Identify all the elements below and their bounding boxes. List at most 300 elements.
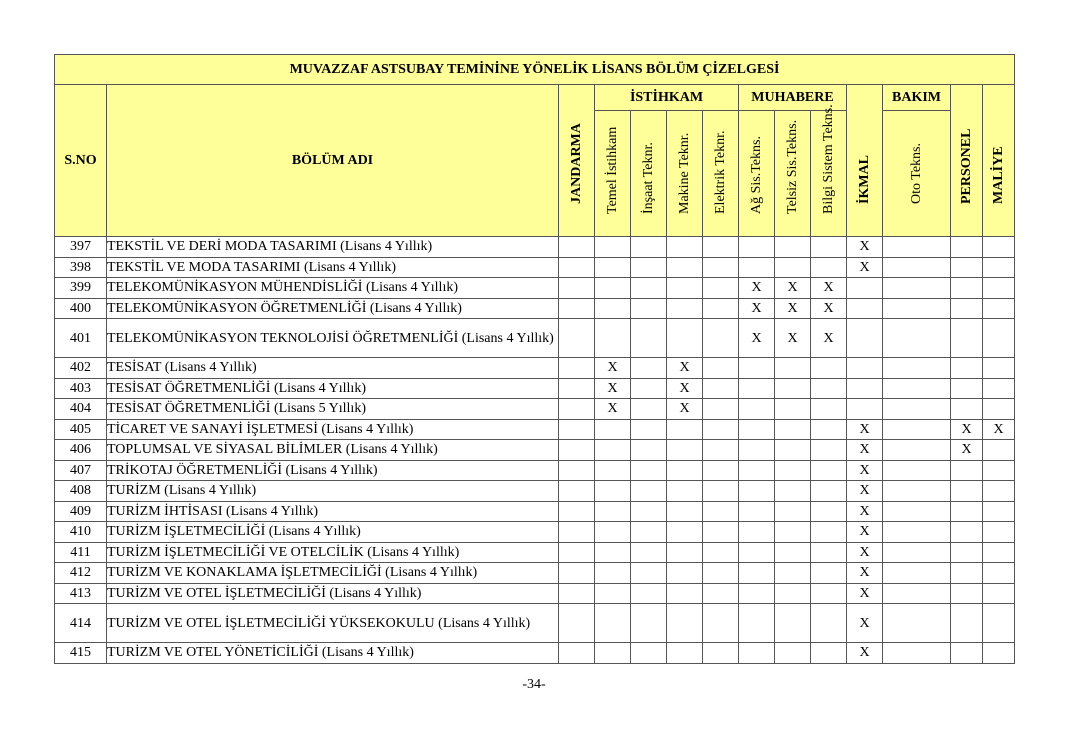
row-number: 404 — [55, 399, 107, 420]
mark-cell — [883, 563, 951, 584]
mark-cell — [983, 298, 1015, 319]
mark-cell: X — [739, 319, 775, 358]
row-number: 412 — [55, 563, 107, 584]
mark-cell — [775, 440, 811, 461]
mark-cell: X — [951, 440, 983, 461]
mark-cell — [951, 460, 983, 481]
mark-cell — [631, 542, 667, 563]
mark-cell — [847, 378, 883, 399]
mark-cell — [703, 257, 739, 278]
mark-cell — [703, 460, 739, 481]
mark-cell — [559, 481, 595, 502]
mark-cell — [595, 643, 631, 664]
table-row — [55, 542, 1015, 563]
row-number: 408 — [55, 481, 107, 502]
mark-cell — [951, 522, 983, 543]
mark-cell — [559, 257, 595, 278]
table-row — [55, 583, 1015, 604]
mark-cell — [703, 522, 739, 543]
mark-cell — [631, 399, 667, 420]
mark-cell — [703, 419, 739, 440]
mark-cell: X — [847, 501, 883, 522]
mark-cell — [775, 583, 811, 604]
mark-cell — [883, 278, 951, 299]
mark-cell — [739, 237, 775, 258]
mark-cell — [883, 460, 951, 481]
department-name: TESİSAT ÖĞRETMENLİĞİ (Lisans 4 Yıllık) — [107, 378, 559, 399]
mark-cell: X — [847, 522, 883, 543]
mark-cell — [667, 522, 703, 543]
table-row — [55, 278, 1015, 299]
department-name: TURİZM İHTİSASI (Lisans 4 Yıllık) — [107, 501, 559, 522]
mark-cell — [775, 643, 811, 664]
mark-cell — [667, 440, 703, 461]
mark-cell — [631, 419, 667, 440]
mark-cell — [983, 257, 1015, 278]
mark-cell — [739, 522, 775, 543]
mark-cell — [559, 358, 595, 379]
mark-cell — [739, 378, 775, 399]
sub-header-ag-sis: Ağ Sis.Tekns. — [739, 111, 775, 237]
personel-header: PERSONEL — [951, 85, 983, 237]
mark-cell — [631, 257, 667, 278]
mark-cell — [983, 378, 1015, 399]
mark-cell — [559, 399, 595, 420]
mark-cell — [559, 298, 595, 319]
mark-cell — [739, 460, 775, 481]
mark-cell — [739, 501, 775, 522]
department-name: TELEKOMÜNİKASYON ÖĞRETMENLİĞİ (Lisans 4 Yıllık) — [107, 298, 559, 319]
mark-cell — [595, 319, 631, 358]
mark-cell — [951, 278, 983, 299]
table-row — [55, 481, 1015, 502]
muhabere-header: MUHABERE — [739, 85, 847, 111]
mark-cell — [631, 358, 667, 379]
mark-cell — [595, 278, 631, 299]
mark-cell — [667, 563, 703, 584]
mark-cell: X — [811, 319, 847, 358]
mark-cell — [883, 298, 951, 319]
department-name: TELEKOMÜNİKASYON TEKNOLOJİSİ ÖĞRETMENLİĞİ (Lisans 4 Yıllık) — [107, 319, 559, 358]
mark-cell: X — [595, 358, 631, 379]
mark-cell — [951, 563, 983, 584]
mark-cell — [951, 237, 983, 258]
mark-cell — [775, 563, 811, 584]
department-name-header: BÖLÜM ADI — [107, 85, 559, 237]
mark-cell — [595, 563, 631, 584]
mark-cell: X — [983, 419, 1015, 440]
mark-cell — [983, 481, 1015, 502]
mark-cell: X — [811, 278, 847, 299]
department-name: TİCARET VE SANAYİ İŞLETMESİ (Lisans 4 Yıllık) — [107, 419, 559, 440]
mark-cell — [983, 542, 1015, 563]
mark-cell — [631, 460, 667, 481]
table-row — [55, 643, 1015, 664]
mark-cell — [739, 563, 775, 584]
mark-cell: X — [595, 378, 631, 399]
mark-cell — [703, 319, 739, 358]
mark-cell — [559, 501, 595, 522]
sub-header-elektrik: Elektrik Teknr. — [703, 111, 739, 237]
mark-cell — [631, 583, 667, 604]
mark-cell — [703, 501, 739, 522]
mark-cell: X — [667, 378, 703, 399]
mark-cell — [847, 319, 883, 358]
mark-cell — [811, 522, 847, 543]
mark-cell — [631, 481, 667, 502]
mark-cell — [951, 643, 983, 664]
mark-cell — [811, 257, 847, 278]
mark-cell — [983, 399, 1015, 420]
mark-cell — [667, 643, 703, 664]
mark-cell: X — [775, 278, 811, 299]
table-body — [55, 237, 1015, 664]
jandarma-header: JANDARMA — [559, 85, 595, 237]
mark-cell — [595, 501, 631, 522]
table-row — [55, 358, 1015, 379]
mark-cell — [739, 399, 775, 420]
istihkam-header: İSTİHKAM — [595, 85, 739, 111]
department-name: TESİSAT ÖĞRETMENLİĞİ (Lisans 5 Yıllık) — [107, 399, 559, 420]
mark-cell: X — [811, 298, 847, 319]
table-row — [55, 440, 1015, 461]
department-name: TRİKOTAJ ÖĞRETMENLİĞİ (Lisans 4 Yıllık) — [107, 460, 559, 481]
mark-cell — [983, 278, 1015, 299]
row-number: 405 — [55, 419, 107, 440]
mark-cell — [983, 460, 1015, 481]
mark-cell — [667, 542, 703, 563]
mark-cell — [775, 542, 811, 563]
sub-header-insaat: İnşaat Teknr. — [631, 111, 667, 237]
mark-cell — [559, 542, 595, 563]
mark-cell — [703, 278, 739, 299]
maliye-header: MALİYE — [983, 85, 1015, 237]
mark-cell — [811, 440, 847, 461]
mark-cell: X — [667, 399, 703, 420]
mark-cell — [703, 440, 739, 461]
department-table — [54, 54, 1015, 664]
mark-cell — [595, 460, 631, 481]
row-number: 413 — [55, 583, 107, 604]
table-row — [55, 501, 1015, 522]
mark-cell — [883, 522, 951, 543]
mark-cell — [703, 604, 739, 643]
row-number: 407 — [55, 460, 107, 481]
mark-cell — [775, 399, 811, 420]
mark-cell — [951, 481, 983, 502]
table-row — [55, 563, 1015, 584]
table-row — [55, 237, 1015, 258]
mark-cell — [559, 643, 595, 664]
mark-cell — [983, 522, 1015, 543]
mark-cell — [951, 378, 983, 399]
table-row — [55, 257, 1015, 278]
sub-header-temel-istihkam: Temel İstihkam — [595, 111, 631, 237]
mark-cell — [811, 399, 847, 420]
mark-cell — [983, 319, 1015, 358]
mark-cell — [951, 399, 983, 420]
mark-cell — [559, 604, 595, 643]
row-number: 401 — [55, 319, 107, 358]
mark-cell — [775, 604, 811, 643]
mark-cell — [951, 298, 983, 319]
mark-cell — [983, 643, 1015, 664]
mark-cell — [703, 643, 739, 664]
mark-cell — [559, 563, 595, 584]
row-number: 397 — [55, 237, 107, 258]
mark-cell — [811, 237, 847, 258]
row-number: 399 — [55, 278, 107, 299]
department-name: TURİZM VE KONAKLAMA İŞLETMECİLİĞİ (Lisans 4 Yıllık) — [107, 563, 559, 584]
sub-header-bilgi-sistem: Bilgi Sistem Tekns. — [811, 111, 847, 237]
mark-cell — [667, 278, 703, 299]
mark-cell — [847, 399, 883, 420]
row-number: 400 — [55, 298, 107, 319]
mark-cell — [595, 522, 631, 543]
mark-cell: X — [847, 419, 883, 440]
mark-cell: X — [847, 604, 883, 643]
table-row — [55, 604, 1015, 643]
mark-cell — [667, 604, 703, 643]
mark-cell — [811, 643, 847, 664]
department-name: TURİZM VE OTEL İŞLETMECİLİĞİ YÜKSEKOKULU (Lisans 4 Yıllık) — [107, 604, 559, 643]
mark-cell — [739, 481, 775, 502]
mark-cell — [983, 237, 1015, 258]
mark-cell — [739, 583, 775, 604]
mark-cell — [739, 604, 775, 643]
department-name: TURİZM (Lisans 4 Yıllık) — [107, 481, 559, 502]
mark-cell — [811, 358, 847, 379]
row-number: 409 — [55, 501, 107, 522]
mark-cell: X — [847, 542, 883, 563]
mark-cell: X — [595, 399, 631, 420]
mark-cell — [667, 501, 703, 522]
mark-cell — [631, 237, 667, 258]
mark-cell — [595, 583, 631, 604]
mark-cell — [883, 440, 951, 461]
row-number: 403 — [55, 378, 107, 399]
mark-cell — [883, 358, 951, 379]
mark-cell — [667, 419, 703, 440]
table-row — [55, 419, 1015, 440]
mark-cell — [703, 378, 739, 399]
sub-header-makine: Makine Teknr. — [667, 111, 703, 237]
mark-cell: X — [667, 358, 703, 379]
row-number: 406 — [55, 440, 107, 461]
mark-cell — [951, 501, 983, 522]
mark-cell — [983, 501, 1015, 522]
mark-cell — [703, 583, 739, 604]
sub-header-telsiz-sis: Telsiz Sis.Tekns. — [775, 111, 811, 237]
mark-cell — [667, 460, 703, 481]
mark-cell — [703, 358, 739, 379]
mark-cell — [667, 319, 703, 358]
mark-cell — [775, 501, 811, 522]
mark-cell — [983, 604, 1015, 643]
mark-cell: X — [847, 643, 883, 664]
mark-cell — [951, 542, 983, 563]
mark-cell — [775, 460, 811, 481]
mark-cell — [667, 257, 703, 278]
mark-cell — [559, 419, 595, 440]
mark-cell: X — [847, 481, 883, 502]
mark-cell — [739, 257, 775, 278]
department-name: TESİSAT (Lisans 4 Yıllık) — [107, 358, 559, 379]
mark-cell — [883, 378, 951, 399]
mark-cell — [595, 237, 631, 258]
bakim-header: BAKIM — [883, 85, 951, 111]
mark-cell — [667, 237, 703, 258]
department-name: TOPLUMSAL VE SİYASAL BİLİMLER (Lisans 4 Yıllık) — [107, 440, 559, 461]
mark-cell: X — [847, 257, 883, 278]
department-name: TURİZM İŞLETMECİLİĞİ VE OTELCİLİK (Lisans 4 Yıllık) — [107, 542, 559, 563]
mark-cell — [983, 583, 1015, 604]
mark-cell — [559, 378, 595, 399]
department-name: TEKSTİL VE DERİ MODA TASARIMI (Lisans 4 Yıllık) — [107, 237, 559, 258]
mark-cell — [703, 542, 739, 563]
mark-cell — [811, 419, 847, 440]
mark-cell: X — [775, 298, 811, 319]
mark-cell — [775, 481, 811, 502]
mark-cell — [951, 319, 983, 358]
mark-cell: X — [775, 319, 811, 358]
mark-cell: X — [951, 419, 983, 440]
mark-cell — [775, 237, 811, 258]
mark-cell — [667, 583, 703, 604]
mark-cell — [775, 257, 811, 278]
mark-cell: X — [847, 460, 883, 481]
mark-cell — [883, 604, 951, 643]
row-number: 402 — [55, 358, 107, 379]
mark-cell — [595, 257, 631, 278]
mark-cell — [631, 440, 667, 461]
table-row — [55, 298, 1015, 319]
mark-cell — [559, 583, 595, 604]
mark-cell — [811, 604, 847, 643]
mark-cell — [559, 237, 595, 258]
mark-cell — [631, 319, 667, 358]
mark-cell — [631, 378, 667, 399]
mark-cell — [883, 583, 951, 604]
mark-cell — [631, 501, 667, 522]
mark-cell — [883, 237, 951, 258]
mark-cell — [847, 278, 883, 299]
mark-cell — [595, 604, 631, 643]
mark-cell — [983, 563, 1015, 584]
mark-cell — [883, 319, 951, 358]
department-name: TEKSTİL VE MODA TASARIMI (Lisans 4 Yıllık) — [107, 257, 559, 278]
mark-cell — [811, 378, 847, 399]
table-row — [55, 460, 1015, 481]
mark-cell — [811, 563, 847, 584]
mark-cell — [847, 358, 883, 379]
mark-cell — [775, 378, 811, 399]
mark-cell — [631, 604, 667, 643]
mark-cell — [703, 298, 739, 319]
table-row — [55, 522, 1015, 543]
mark-cell — [703, 563, 739, 584]
row-number: 414 — [55, 604, 107, 643]
mark-cell: X — [847, 237, 883, 258]
table-row — [55, 378, 1015, 399]
mark-cell — [983, 440, 1015, 461]
mark-cell: X — [847, 563, 883, 584]
mark-cell — [739, 419, 775, 440]
mark-cell — [631, 563, 667, 584]
mark-cell — [631, 298, 667, 319]
department-name: TURİZM İŞLETMECİLİĞİ (Lisans 4 Yıllık) — [107, 522, 559, 543]
mark-cell: X — [847, 440, 883, 461]
mark-cell — [775, 419, 811, 440]
mark-cell — [595, 440, 631, 461]
mark-cell: X — [739, 298, 775, 319]
mark-cell — [559, 522, 595, 543]
row-number: 411 — [55, 542, 107, 563]
mark-cell — [847, 298, 883, 319]
mark-cell — [951, 604, 983, 643]
row-number: 410 — [55, 522, 107, 543]
mark-cell — [703, 399, 739, 420]
mark-cell — [559, 460, 595, 481]
mark-cell — [883, 419, 951, 440]
mark-cell — [883, 501, 951, 522]
mark-cell — [631, 278, 667, 299]
table-row — [55, 399, 1015, 420]
table-row — [55, 319, 1015, 358]
table-title: MUVAZZAF ASTSUBAY TEMİNİNE YÖNELİK LİSANS BÖLÜM ÇİZELGESİ — [55, 55, 1015, 85]
mark-cell — [811, 460, 847, 481]
mark-cell — [811, 542, 847, 563]
department-name: TELEKOMÜNİKASYON MÜHENDİSLİĞİ (Lisans 4 Yıllık) — [107, 278, 559, 299]
mark-cell — [883, 643, 951, 664]
mark-cell — [595, 542, 631, 563]
ikmal-header: İKMAL — [847, 85, 883, 237]
mark-cell — [703, 237, 739, 258]
mark-cell — [951, 257, 983, 278]
mark-cell — [983, 358, 1015, 379]
mark-cell — [951, 583, 983, 604]
row-number: 415 — [55, 643, 107, 664]
mark-cell — [595, 419, 631, 440]
mark-cell — [559, 319, 595, 358]
page-number: -34- — [522, 677, 546, 692]
sub-header-oto: Oto Tekns. — [883, 111, 951, 237]
mark-cell — [883, 399, 951, 420]
mark-cell — [559, 278, 595, 299]
mark-cell — [775, 358, 811, 379]
mark-cell: X — [739, 278, 775, 299]
mark-cell — [667, 298, 703, 319]
mark-cell: X — [847, 583, 883, 604]
mark-cell — [811, 583, 847, 604]
mark-cell — [667, 481, 703, 502]
mark-cell — [703, 481, 739, 502]
mark-cell — [595, 298, 631, 319]
mark-cell — [595, 481, 631, 502]
sno-header: S.NO — [55, 85, 107, 237]
mark-cell — [739, 643, 775, 664]
row-number: 398 — [55, 257, 107, 278]
mark-cell — [559, 440, 595, 461]
mark-cell — [883, 481, 951, 502]
mark-cell — [811, 501, 847, 522]
department-name: TURİZM VE OTEL YÖNETİCİLİĞİ (Lisans 4 Yıllık) — [107, 643, 559, 664]
mark-cell — [739, 542, 775, 563]
mark-cell — [951, 358, 983, 379]
mark-cell — [739, 358, 775, 379]
mark-cell — [883, 542, 951, 563]
mark-cell — [775, 522, 811, 543]
